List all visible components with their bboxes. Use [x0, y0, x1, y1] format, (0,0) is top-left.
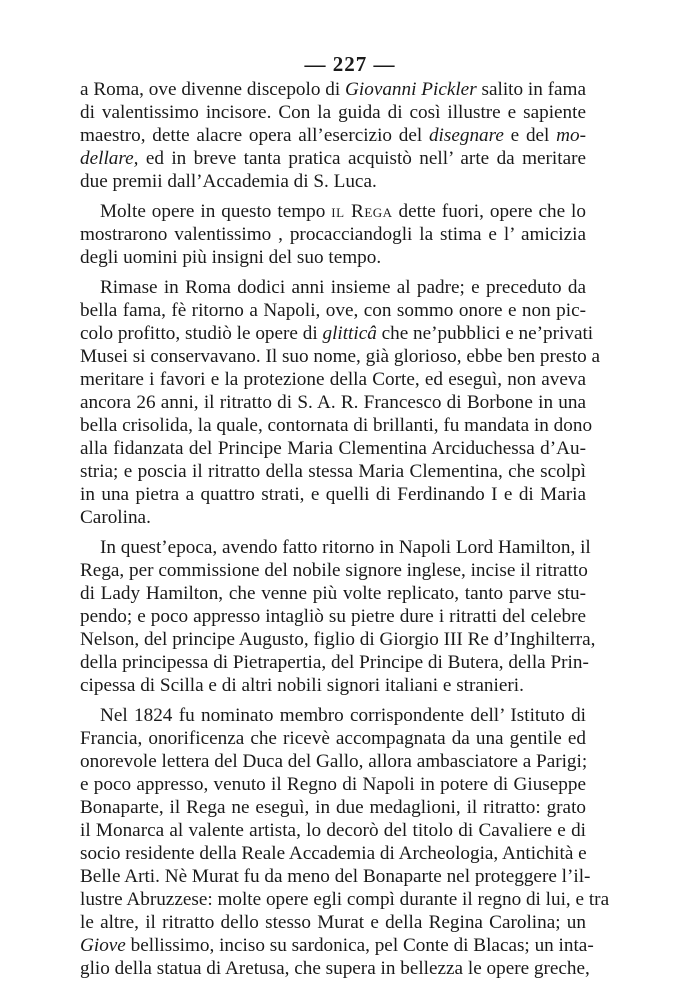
italic-run: disegnare	[428, 125, 504, 146]
text-line	[80, 299, 586, 322]
text-run: di Lady Hamilton, che venne più volte replicato, tanto parve stu-	[80, 583, 586, 604]
text-line	[80, 246, 586, 269]
text-run: bella fama, fè ritorno a Napoli, ove, con sommo onore e non pic-	[80, 300, 586, 321]
text-run: della principessa di Pietrapertia, del Principe di Butera, della Prin-	[80, 652, 589, 673]
text-run: lustre Abruzzese: molte opere egli compì durante il regno di lui, e tra	[80, 889, 610, 910]
text-run: Rimase in Roma dodici anni insieme al padre; e preceduto da	[100, 277, 586, 298]
text-line	[80, 957, 590, 980]
text-line	[80, 750, 586, 773]
body-text	[80, 78, 610, 980]
text-line	[80, 483, 586, 506]
text-run: ed in breve tanta pratica acquistò nell’ arte da meritare	[138, 148, 586, 169]
text-line	[80, 101, 586, 124]
text-run: stria; e poscia il ritratto della stessa Maria Clementina, che scolpì	[80, 461, 586, 482]
text-run: bellissimo, inciso su sardonica, pel Conte di Blacas; un inta-	[125, 935, 594, 956]
text-run: Nelson, del principe Augusto, figlio di Giorgio III Re d’Inghilterra,	[80, 629, 596, 650]
text-line	[80, 796, 586, 819]
paragraph-first-line	[80, 200, 586, 223]
text-run: Musei si conservavano. Il suo nome, già glorioso, ebbe ben presto a	[80, 346, 601, 367]
text-line	[80, 674, 586, 697]
text-run: glio della statua di Aretusa, che supera in bellezza le opere greche,	[80, 958, 590, 979]
text-run: alla fidanzata del Principe Maria Clementina Arciduchessa d’Au-	[80, 438, 586, 459]
italic-run: glitticâ	[322, 323, 377, 344]
text-line	[80, 391, 586, 414]
text-line	[80, 322, 594, 345]
text-run: Bonaparte, il Rega ne eseguì, in due medaglioni, il ritratto: grato	[80, 797, 586, 818]
text-line	[80, 934, 594, 957]
paragraph-first-line	[80, 536, 591, 559]
text-line	[80, 605, 586, 628]
italic-run: dellare,	[80, 148, 139, 169]
text-line	[80, 842, 586, 865]
text-run: che ne’pubblici e ne’privati	[376, 323, 594, 344]
text-run: pendo; e poco appresso intagliò su pietre dure i ritratti del celebre	[80, 606, 586, 627]
text-run: due premii dall’Accademia di S. Luca.	[80, 171, 377, 192]
text-line	[80, 223, 586, 246]
text-run: salito in fama	[476, 79, 586, 100]
text-run: cipessa di Scilla e di altri nobili signori italiani e stranieri.	[80, 675, 524, 696]
text-line	[80, 170, 586, 193]
text-run: colo profitto, studiò le opere di	[80, 323, 323, 344]
text-line	[80, 559, 586, 582]
text-line	[80, 819, 586, 842]
text-run: Francia, onorificenza che ricevè accompagnata da una gentile ed	[80, 728, 586, 749]
text-line	[80, 345, 601, 368]
text-line	[80, 628, 596, 651]
paragraph-first-line	[80, 276, 586, 299]
text-line	[80, 437, 586, 460]
text-line	[80, 582, 586, 605]
text-run: Nel 1824 fu nominato membro corrispondente dell’ Istituto di	[100, 705, 586, 726]
text-run: e del	[503, 125, 557, 146]
italic-run: Giove	[80, 935, 126, 956]
text-run: Molte opere in questo tempo	[100, 201, 332, 222]
text-run: maestro, dette alacre opera all’esercizio del	[80, 125, 429, 146]
text-run: socio residente della Reale Accademia di Archeologia, Antichità e	[80, 843, 587, 864]
text-run: e poco appresso, venuto il Regno di Napoli in potere di Giuseppe	[80, 774, 586, 795]
text-run: Belle Arti. Nè Murat fu da meno del Bonaparte nel proteggere l’il-	[80, 866, 591, 887]
text-line	[80, 651, 589, 674]
text-line	[80, 414, 593, 437]
text-run: ancora 26 anni, il ritratto di S. A. R. Francesco di Borbone in una	[80, 392, 586, 413]
text-run: degli uomini più insigni del suo tempo.	[80, 247, 382, 268]
text-line	[80, 368, 586, 391]
text-line	[80, 124, 586, 147]
text-run: Carolina.	[80, 507, 151, 528]
text-run: in una pietra a quattro strati, e quelli di Ferdinando I e di Maria	[80, 484, 586, 505]
text-run: bella crisolida, la quale, contornata di brillanti, fu mandata in dono	[80, 415, 593, 436]
text-run: onorevole lettera del Duca del Gallo, allora ambasciatore a Parigi;	[80, 751, 588, 772]
text-run: a Roma, ove divenne discepolo di	[80, 79, 346, 100]
text-run: In quest’epoca, avendo fatto ritorno in Napoli Lord Hamilton, il	[100, 537, 591, 558]
text-run: meritare i favori e la protezione della Corte, ed eseguì, non aveva	[80, 369, 586, 390]
paragraph-first-line	[80, 704, 586, 727]
italic-run: mo-	[556, 125, 586, 146]
text-line	[80, 865, 591, 888]
text-line	[80, 911, 586, 934]
text-run: le altre, il ritratto dello stesso Murat e della Regina Carolina; un	[80, 912, 586, 933]
text-run: dette fuori, opere che lo	[392, 201, 586, 222]
text-line	[80, 506, 586, 529]
text-line	[80, 460, 586, 483]
smallcaps-run: il Rega	[331, 201, 393, 222]
text-line	[80, 147, 586, 170]
text-run: il Monarca al valente artista, lo decorò del titolo di Cavaliere e di	[80, 820, 586, 841]
page-number: — 227 —	[304, 52, 396, 76]
text-run: di valentissimo incisore. Con la guida di così illustre e sapiente	[80, 102, 586, 123]
text-run: Rega, per commissione del nobile signore inglese, incise il ritratto	[80, 560, 588, 581]
text-run: mostrarono valentissimo , procacciandogli la stima e l’ amicizia	[80, 224, 586, 245]
text-line	[80, 78, 586, 101]
text-line	[80, 888, 610, 911]
text-line	[80, 773, 586, 796]
text-line	[80, 727, 586, 750]
italic-run: Giovanni Pickler	[345, 79, 477, 100]
